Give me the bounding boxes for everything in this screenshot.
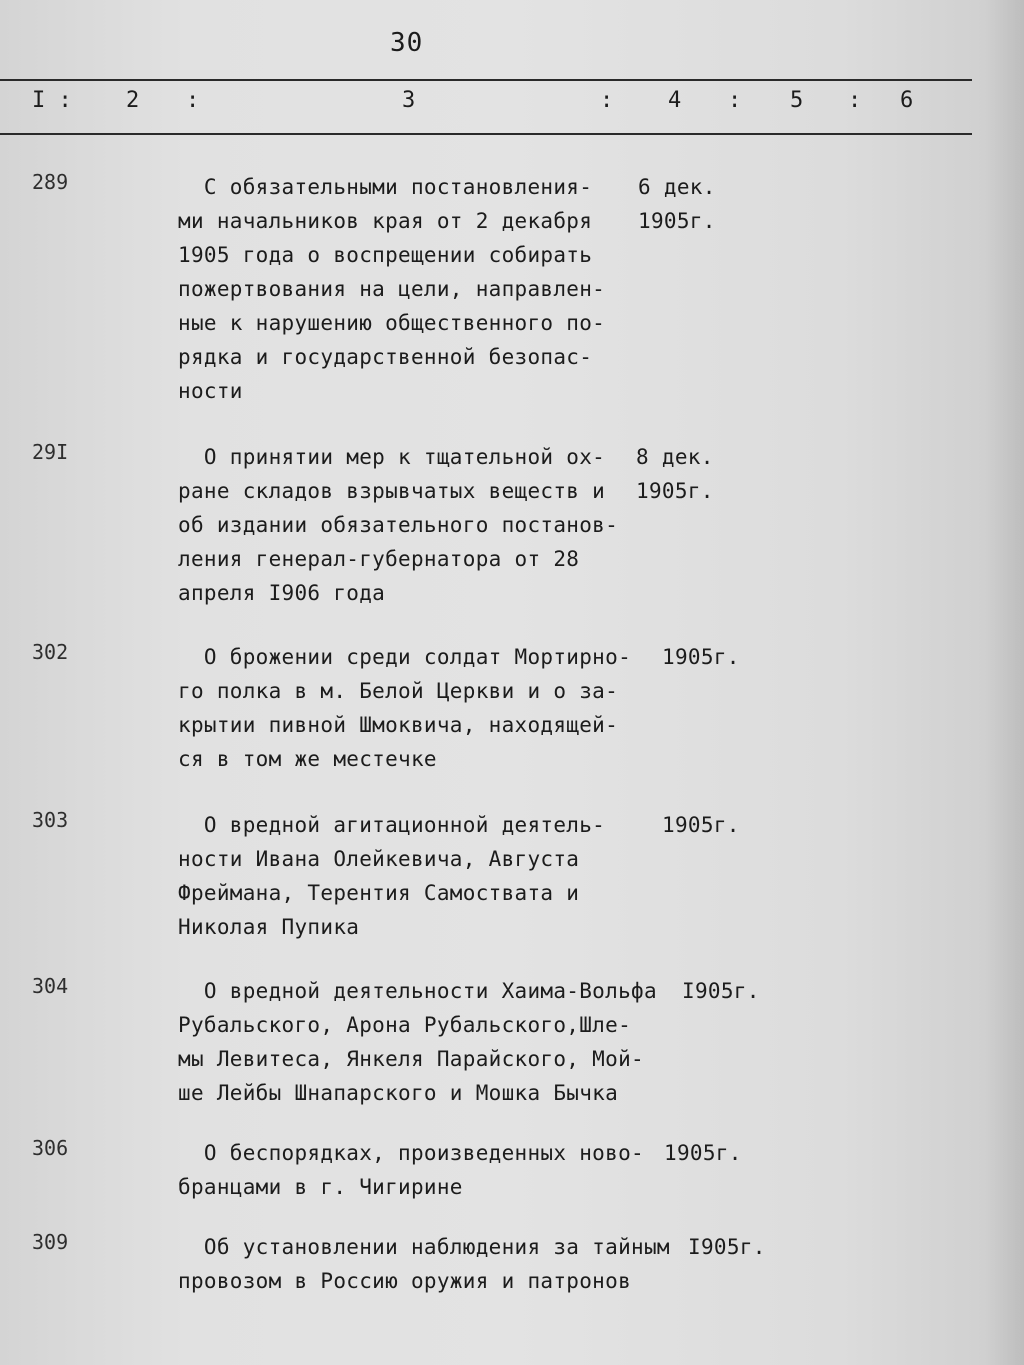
entry-date-line: 6 дек.: [638, 175, 716, 199]
entry-description-line: Фреймана, Терентия Самоствата и: [178, 881, 580, 905]
entry-date-line: 1905г.: [638, 209, 716, 233]
entry-description-line: крытии пивной Шмоквича, находящей-: [178, 713, 619, 737]
entry-description-line: пожертвования на цели, направлен-: [178, 277, 606, 301]
entry-date: [662, 808, 740, 842]
column-header-2: 2: [126, 88, 140, 113]
entry-number: 303: [32, 808, 69, 832]
entry-description: [178, 440, 648, 610]
entry-description-line: С обязательными постановления-: [178, 175, 593, 199]
entry-description-line: О беспорядках, произведенных ново-: [178, 1141, 644, 1165]
entry-description-line: О вредной агитационной деятель-: [178, 813, 606, 837]
entry-description-line: ные к нарушению общественного по-: [178, 311, 606, 335]
entry-description-line: ности Ивана Олейкевича, Августа: [178, 847, 580, 871]
entry-description-line: ше Лейбы Шнапарского и Мошка Бычка: [178, 1081, 619, 1105]
entry-description-line: О вредной деятельности Хаима-Вольфа: [178, 979, 657, 1003]
entry-description-line: об издании обязательного постанов-: [178, 513, 619, 537]
entry-description: [178, 808, 648, 944]
entry-description-line: бранцами в г. Чигирине: [178, 1175, 463, 1199]
entry-date: [662, 640, 740, 674]
entry-description-line: апреля I906 года: [178, 581, 386, 605]
column-header-separator: :: [186, 88, 200, 113]
entry-description: [178, 640, 648, 776]
column-header-3: 3: [402, 88, 416, 113]
entry-description-line: го полка в м. Белой Церкви и о за-: [178, 679, 619, 703]
entry-description-line: Об установлении наблюдения за тайным: [178, 1235, 670, 1259]
entry-date-line: 1905г.: [664, 1141, 742, 1165]
entry-description-line: О брожении среди солдат Мортирно-: [178, 645, 632, 669]
entry-date-line: 1905г.: [662, 645, 740, 669]
entry-description-line: мы Левитеса, Янкеля Парайского, Мой-: [178, 1047, 644, 1071]
entry-date-line: I905г.: [688, 1235, 766, 1259]
entry-date-line: 8 дек.: [636, 445, 714, 469]
header-top-rule: [0, 79, 972, 81]
entry-date-line: 1905г.: [636, 479, 714, 503]
entry-description-line: О принятии мер к тщательной ох-: [178, 445, 606, 469]
column-header-5: 5: [790, 88, 804, 113]
entry-number: 289: [32, 170, 69, 194]
column-header-6: 6: [900, 88, 914, 113]
entry-description: [178, 1230, 698, 1298]
entry-description-line: ми начальников края от 2 декабря: [178, 209, 593, 233]
entry-date-line: I905г.: [682, 979, 760, 1003]
entry-description: [178, 1136, 678, 1204]
entry-number: 309: [32, 1230, 69, 1254]
page-number: 30: [390, 28, 424, 58]
column-header-4: 4: [668, 88, 682, 113]
entry-number: 304: [32, 974, 69, 998]
column-header-1: I :: [32, 88, 72, 113]
entry-number: 302: [32, 640, 69, 664]
entry-date: [636, 440, 714, 508]
entry-number: 29I: [32, 440, 69, 464]
entry-date: [688, 1230, 766, 1264]
entry-description-line: провозом в Россию оружия и патронов: [178, 1269, 632, 1293]
entry-description-line: ности: [178, 379, 243, 403]
entry-description-line: Николая Пупика: [178, 915, 360, 939]
entry-date: [638, 170, 716, 238]
entry-description-line: ся в том же местечке: [178, 747, 437, 771]
entry-date: [682, 974, 760, 1008]
column-header-separator: :: [600, 88, 614, 113]
entry-number: 306: [32, 1136, 69, 1160]
entry-description: [178, 974, 678, 1110]
entry-description-line: 1905 года о воспрещении собирать: [178, 243, 593, 267]
entry-description-line: ране складов взрывчатых веществ и: [178, 479, 606, 503]
entry-date: [664, 1136, 742, 1170]
column-header-separator: :: [728, 88, 742, 113]
column-header-separator: :: [848, 88, 862, 113]
entry-description-line: рядка и государственной безопас-: [178, 345, 593, 369]
entry-date-line: 1905г.: [662, 813, 740, 837]
entry-description-line: ления генерал-губернатора от 28: [178, 547, 580, 571]
entry-description-line: Рубальского, Арона Рубальского,Шле-: [178, 1013, 632, 1037]
entry-description: [178, 170, 648, 408]
header-bottom-rule: [0, 133, 972, 135]
